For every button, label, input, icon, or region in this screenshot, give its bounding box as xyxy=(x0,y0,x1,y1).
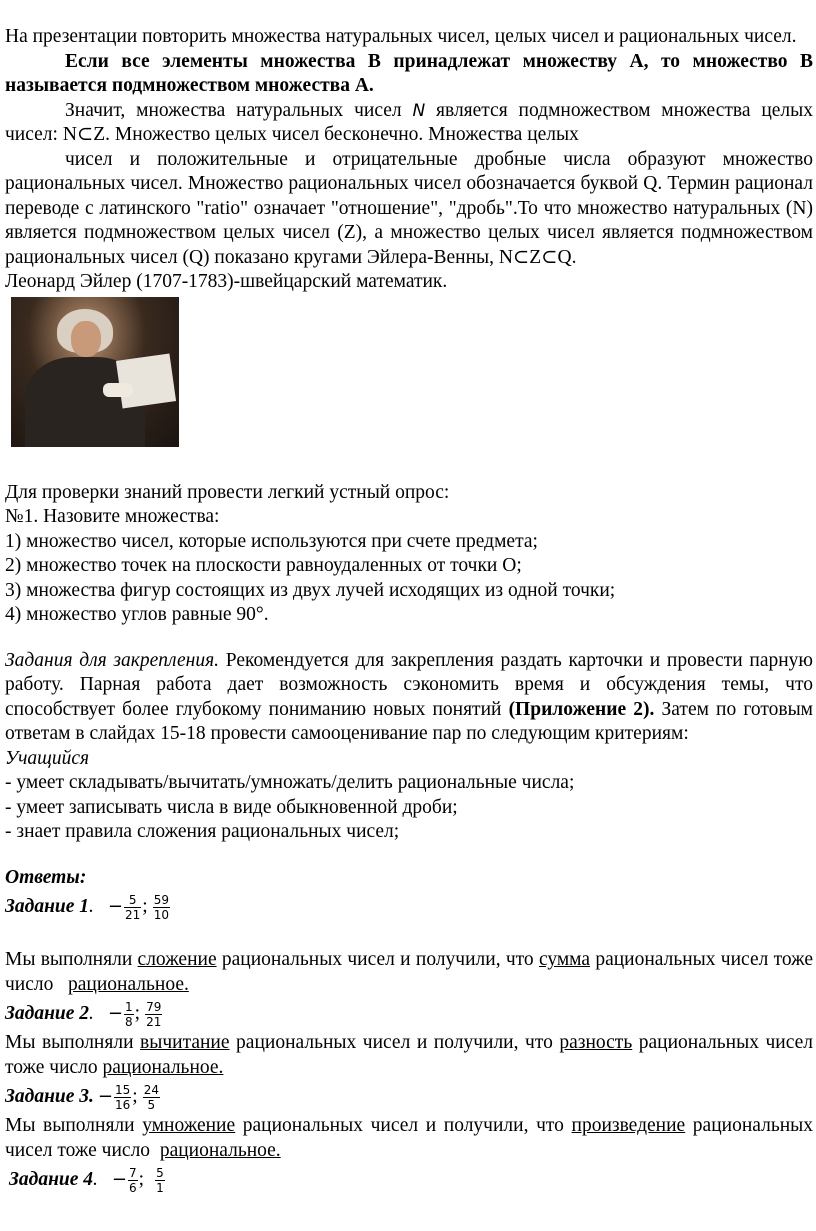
fraction xyxy=(124,1000,134,1029)
fraction xyxy=(145,1000,162,1029)
task-1-dot: . xyxy=(89,895,94,917)
question-item-1: 1) множество чисел, которые используются при счете предмета; xyxy=(5,530,538,552)
task-1-conclusion xyxy=(5,948,813,997)
denominator: 1 xyxy=(156,1180,164,1195)
rational-numbers-paragraph: чисел и положительные и отрицательные дробные числа образуют множество рациональных чисел. Множество рациональных чисел обозначается буквой Q. Термин рационал переводе с латинского "ratio" означает "отношение", "дробь".То что множество натуральных (N) является подмножеством целых чисел (Z), а множество целых чисел является подмножеством рациональных чисел (Q) показано кругами Эйлера-Венны, N⊂Z⊂Q. xyxy=(5,148,813,268)
portrait-face xyxy=(71,321,101,357)
text-fragment: является подмножеством множества целых чисел: N⊂Z. Множество целых чисел бесконечно. Множества целых xyxy=(5,99,813,145)
text-fragment: рациональных чисел и получили, что xyxy=(229,1032,560,1053)
operation-term: вычитание xyxy=(140,1032,230,1053)
rational-term: рациональное. xyxy=(68,973,189,995)
denominator: 6 xyxy=(129,1180,137,1195)
student-label: Учащийся xyxy=(5,747,90,769)
text-fragment: Значит, множества натуральных чисел xyxy=(65,99,413,121)
task-4-dot: . xyxy=(93,1168,98,1190)
subset-explanation xyxy=(5,99,813,148)
numerator: 15 xyxy=(115,1082,131,1097)
numerator: 7 xyxy=(129,1165,137,1180)
operation-term: умножение xyxy=(142,1115,236,1136)
text-fragment: Затем по готовым ответам в слайдах 15-18 провести самооценивание пар по следующим критериям: xyxy=(5,698,814,744)
task-1-label: Задание 1 xyxy=(5,895,90,917)
question-item-2: 2) множество точек на плоскости равноудаленных от точки О; xyxy=(5,555,522,576)
criterion-3: - знает правила сложения рациональных чисел; xyxy=(5,821,400,842)
oral-quiz-intro: Для проверки знаний провести легкий устный опрос: xyxy=(5,481,450,503)
question-item-4: 4) множество углов равные 90°. xyxy=(5,604,269,625)
result-term: сумма xyxy=(538,949,591,970)
fraction xyxy=(124,893,141,922)
numerator: 1 xyxy=(125,999,133,1014)
text-fragment: Мы выполняли xyxy=(5,1115,143,1136)
task-1-answer xyxy=(5,890,813,924)
question-item-3: 3) множества фигур состоящих из двух лучей исходящих из одной точки; xyxy=(5,579,616,601)
rational-term: рациональное. xyxy=(159,1139,281,1161)
separator: ; xyxy=(134,1002,141,1024)
fraction xyxy=(153,893,170,922)
portrait-paper xyxy=(116,353,176,408)
task-4-label: Задание 4 xyxy=(9,1168,94,1190)
question-title: №1. Назовите множества: xyxy=(5,506,220,527)
numerator: 5 xyxy=(156,1165,164,1180)
intro-paragraph: На презентации повторить множества натуральных чисел, целых чисел и рациональных чисел. xyxy=(5,26,797,47)
operation-term: сложение xyxy=(137,949,217,970)
denominator: 21 xyxy=(146,1014,162,1029)
text-fragment: Рекомендуется для закрепления раздать карточки и провести парную работу. Парная работа дает возможность сэкономить время и обсуждения темы, что способствует более глубокому пониманию новых понятий xyxy=(5,649,813,720)
text-fragment: рациональных чисел тоже число xyxy=(5,1115,814,1161)
text-fragment: рациональных чисел и получили, что xyxy=(216,949,539,970)
result-term: произведение xyxy=(571,1115,686,1136)
task-2-label: Задание 2 xyxy=(5,1002,90,1024)
minus-sign: − xyxy=(107,895,124,917)
portrait-cuff xyxy=(103,383,133,397)
text-fragment: Мы выполняли xyxy=(5,1032,141,1053)
task-3-conclusion xyxy=(5,1114,813,1163)
criterion-1: - умеет складывать/вычитать/умножать/делить рациональные числа; xyxy=(5,772,575,793)
consolidation-paragraph xyxy=(5,649,813,747)
denominator: 10 xyxy=(153,907,169,922)
text-fragment: Мы выполняли xyxy=(5,949,138,970)
natural-symbol: N xyxy=(412,100,426,121)
euler-portrait-image xyxy=(11,297,179,447)
appendix-ref: (Приложение 2). xyxy=(508,698,655,720)
task-3-answer xyxy=(5,1080,813,1114)
denominator: 16 xyxy=(115,1097,131,1112)
task-2-answer xyxy=(5,997,813,1031)
numerator: 59 xyxy=(153,892,169,907)
fraction xyxy=(143,1083,160,1112)
document-page xyxy=(5,25,813,1197)
task-3-label: Задание 3. xyxy=(5,1085,94,1107)
fraction xyxy=(128,1166,138,1195)
numerator: 5 xyxy=(124,893,141,908)
portrait-area xyxy=(5,297,813,447)
separator: ; xyxy=(142,895,148,917)
task-2-dot: . xyxy=(89,1002,94,1024)
task-2-conclusion xyxy=(5,1031,813,1080)
result-term: разность xyxy=(559,1032,633,1053)
text-fragment: рациональных чисел и получили, что xyxy=(235,1115,572,1136)
criterion-2: - умеет записывать числа в виде обыкновенной дроби; xyxy=(5,796,458,818)
rational-term: рациональное. xyxy=(102,1056,224,1078)
fraction xyxy=(155,1166,165,1195)
minus-sign: − xyxy=(97,1085,114,1107)
denominator: 8 xyxy=(125,1014,133,1029)
separator: ; xyxy=(132,1085,138,1107)
denominator: 5 xyxy=(147,1097,156,1112)
numerator: 79 xyxy=(146,999,162,1014)
separator: ; xyxy=(138,1168,145,1190)
minus-sign: − xyxy=(111,1168,128,1190)
answers-title: Ответы: xyxy=(5,866,87,888)
fraction xyxy=(114,1083,131,1112)
euler-caption: Леонард Эйлер (1707-1783)-швейцарский математик. xyxy=(5,271,448,292)
consolidation-label: Задания для закрепления. xyxy=(5,649,220,671)
denominator: 21 xyxy=(125,907,141,922)
text-fragment: рациональных чисел тоже число xyxy=(5,1032,813,1078)
task-4-answer xyxy=(5,1163,813,1197)
numerator: 24 xyxy=(143,1082,159,1097)
subset-definition: Если все элементы множества B принадлежат множеству A, то множество B называется подмножеством множества A. xyxy=(5,50,813,96)
text-fragment: рациональных чисел тоже число xyxy=(5,949,814,995)
minus-sign: − xyxy=(107,1002,124,1024)
